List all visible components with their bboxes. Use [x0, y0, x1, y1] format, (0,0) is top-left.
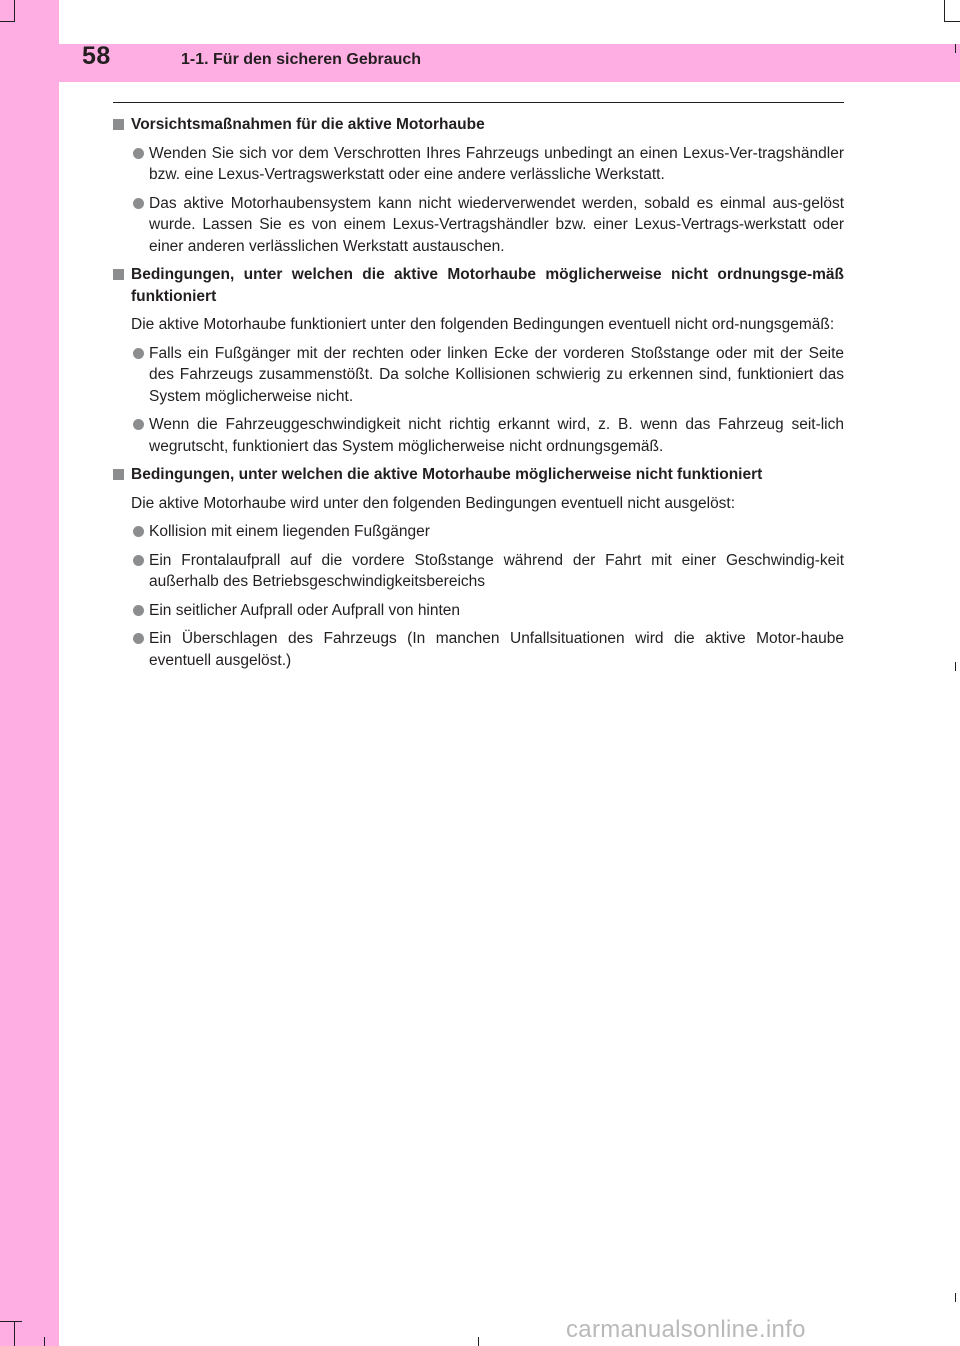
section-intro: Die aktive Motorhaube funktioniert unter den folgenden Bedingungen eventuell nicht ord-nungsgemäß: — [131, 316, 835, 333]
section-heading — [113, 464, 844, 486]
list-item-text: Das aktive Motorhaubensystem kann nicht wiederverwendet werden, sobald es einmal aus-gelöst wurde. Lassen Sie es von einem Lexus-Vertragshändler bzw. einer Lexus-Vertrags-werkstatt oder einer anderen verlässlichen Werkstatt austauschen. — [149, 194, 844, 255]
crop-mark — [478, 1337, 479, 1346]
section-malfunction-conditions — [113, 264, 844, 457]
round-bullet-icon — [133, 555, 144, 566]
crop-mark — [944, 21, 960, 22]
list-item-text: Ein Frontalaufprall auf die vordere Stoßstange während der Fahrt mit einer Geschwindig-keit außerhalb des Betriebsgeschwindigkeitsbereichs — [149, 551, 844, 590]
header-rule — [113, 102, 844, 103]
list-item-text: Falls ein Fußgänger mit der rechten oder linken Ecke der vorderen Stoßstange oder mit der Seite des Fahrzeugs zusammenstößt. Da solche Kollisionen schwierig zu erkennen sind, funktioniert das System möglicherweise nicht. — [149, 344, 844, 405]
section-heading — [113, 264, 844, 307]
crop-mark — [955, 662, 956, 671]
round-bullet-icon — [133, 605, 144, 616]
crop-mark — [0, 21, 15, 22]
list-item-text: Wenn die Fahrzeuggeschwindigkeit nicht richtig erkannt wird, z. B. wenn das Fahrzeug seit-lich wegrutscht, funktioniert das System möglicherweise nicht ordnungsgemäß. — [149, 416, 844, 455]
list-item-text: Wenden Sie sich vor dem Verschrotten Ihres Fahrzeugs unbedingt an einen Lexus-Ver-tragshändler bzw. eine Lexus-Vertragswerkstatt oder eine andere verlässliche Werkstatt. — [149, 144, 844, 183]
round-bullet-icon — [133, 348, 144, 359]
square-bullet-icon — [113, 119, 124, 130]
side-color-band — [0, 0, 59, 1346]
list-item-text: Ein seitlicher Aufprall oder Aufprall von hinten — [149, 601, 461, 619]
section-heading-text: Bedingungen, unter welchen die aktive Motorhaube möglicherweise nicht ordnungsge-mäß funktioniert — [131, 266, 844, 305]
crop-mark — [14, 1321, 15, 1346]
round-bullet-icon — [133, 148, 144, 159]
list-item — [113, 521, 844, 543]
watermark-text: carmanualsonline.info — [566, 1316, 806, 1343]
round-bullet-icon — [133, 419, 144, 430]
section-heading — [113, 114, 844, 136]
crop-mark — [44, 1337, 45, 1346]
section-precautions — [113, 114, 844, 257]
round-bullet-icon — [133, 198, 144, 209]
section-heading-text: Bedingungen, unter welchen die aktive Motorhaube möglicherweise nicht funktioniert — [131, 466, 763, 483]
section-heading-text: Vorsichtsmaßnahmen für die aktive Motorhaube — [131, 116, 485, 133]
list-item — [113, 143, 844, 186]
list-item — [113, 600, 844, 622]
list-item — [113, 193, 844, 258]
list-item-text: Kollision mit einem liegenden Fußgänger — [149, 523, 430, 540]
round-bullet-icon — [133, 633, 144, 644]
section-non-deployment-conditions — [113, 464, 844, 671]
crop-mark — [955, 44, 956, 53]
crop-mark — [14, 0, 15, 22]
section-intro: Die aktive Motorhaube wird unter den folgenden Bedingungen eventuell nicht ausgelöst: — [131, 494, 736, 512]
round-bullet-icon — [133, 526, 144, 537]
crop-mark — [955, 1293, 956, 1302]
list-item-text: Ein Überschlagen des Fahrzeugs (In manchen Unfallsituationen wird die aktive Motor-haube eventuell ausgelöst.) — [149, 630, 844, 669]
page-number: 58 — [82, 42, 111, 70]
square-bullet-icon — [113, 469, 124, 480]
list-item — [113, 550, 844, 593]
square-bullet-icon — [113, 269, 124, 280]
crop-mark — [944, 0, 945, 22]
list-item — [113, 343, 844, 408]
page-content — [113, 114, 844, 678]
list-item — [113, 628, 844, 671]
crop-mark — [0, 1321, 22, 1322]
list-item — [113, 414, 844, 457]
section-title: 1-1. Für den sicheren Gebrauch — [181, 51, 422, 68]
